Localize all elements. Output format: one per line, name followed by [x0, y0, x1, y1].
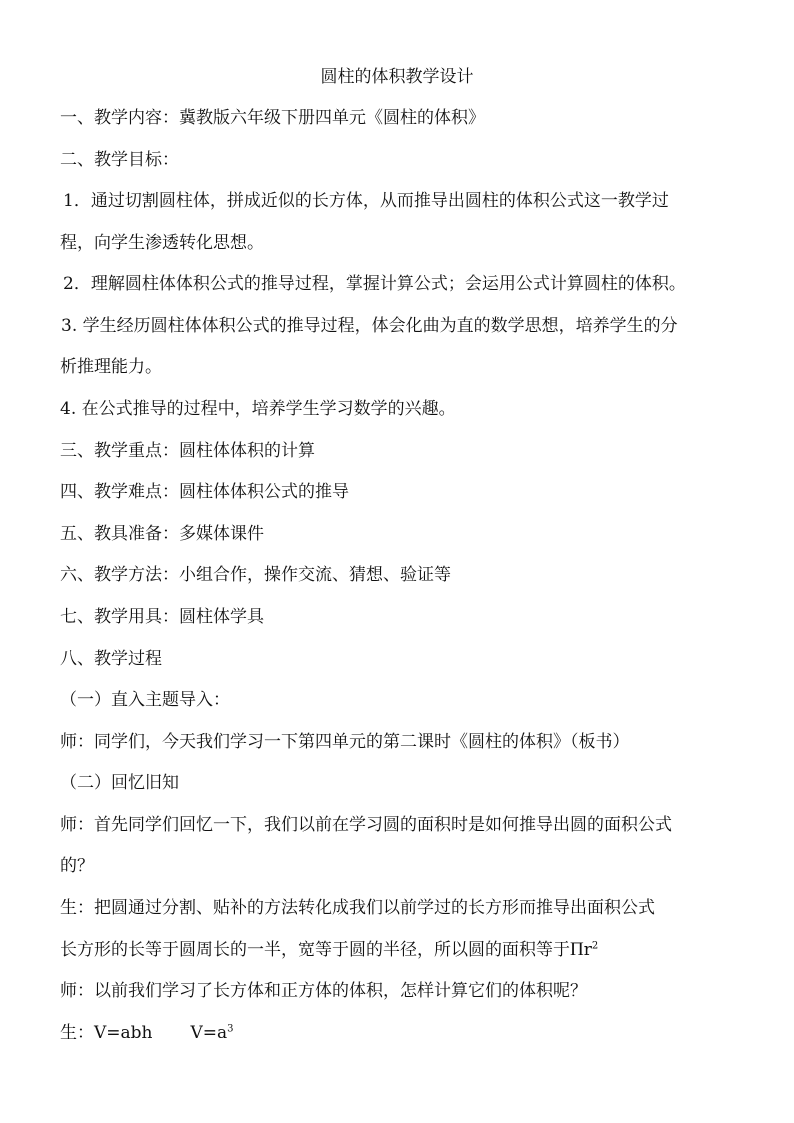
text-line-section-2: （二）回忆旧知: [60, 773, 179, 793]
text-line-teacher-2a: 师：首先同学们回忆一下，我们以前在学习圆的面积时是如何推导出圆的面积公式: [60, 815, 672, 835]
cuboid-volume-formula: V=abh: [94, 1023, 153, 1043]
text-line-goal-1a: 1．通过切割圆柱体，拼成近似的长方体，从而推导出圆柱的体积公式这一教学过: [63, 191, 669, 211]
square-exponent: 2: [591, 940, 599, 952]
text-line-student-1-cont: [60, 939, 598, 961]
text-line-section-1: （一）直入主题导入：: [60, 690, 230, 710]
text-line-difficulty: 四、教学难点：圆柱体体积公式的推导: [60, 482, 349, 502]
text-line-goal-1b: 程，向学生渗透转化思想。: [60, 233, 264, 253]
text-line-goals-heading: 二、教学目标：: [60, 150, 179, 170]
text-line-goal-3b: 析推理能力。: [60, 357, 162, 377]
text-line-goal-4: 4. 在公式推导的过程中，培养学生学习数学的兴趣。: [60, 399, 456, 419]
text-line-goal-2: 2．理解圆柱体体积公式的推导过程，掌握计算公式；会运用公式计算圆柱的体积。: [63, 274, 686, 294]
text-line-teacher-1: 师：同学们，今天我们学习一下第四单元的第二课时《圆柱的体积》（板书）: [60, 732, 630, 752]
text-line-process-heading: 八、教学过程: [60, 649, 162, 669]
text-line-teacher-2b: 的？: [60, 856, 94, 876]
radius-symbol: r: [583, 940, 592, 960]
text-line-tools: 七、教学用具：圆柱体学具: [60, 607, 264, 627]
text-line-goal-3a: 3. 学生经历圆柱体体积公式的推导过程，体会化曲为直的数学思想，培养学生的分: [61, 316, 678, 336]
text-line-student-2: [60, 1022, 234, 1044]
text-line-content: 一、教学内容：冀教版六年级下册四单元《圆柱的体积》: [60, 108, 485, 128]
text-line-teacher-3: 师：以前我们学习了长方体和正方体的体积，怎样计算它们的体积呢？: [60, 981, 587, 1001]
text-line-methods: 六、教学方法：小组合作，操作交流、猜想、验证等: [60, 565, 451, 585]
text-line-student-1: 生：把圆通过分割、贴补的方法转化成我们以前学过的长方形而推导出面积公式: [60, 898, 655, 918]
pi-symbol: Π: [570, 939, 584, 960]
cube-volume-formula: V=a: [190, 1023, 228, 1043]
text-line-key-point: 三、教学重点：圆柱体体积的计算: [60, 441, 315, 461]
cube-exponent: 3: [227, 1023, 234, 1035]
text-line-materials: 五、教具准备：多媒体课件: [60, 524, 264, 544]
student-prefix: 生：: [60, 1023, 94, 1043]
document-title: 圆柱的体积教学设计: [320, 67, 474, 87]
circle-area-text: 长方形的长等于圆周长的一半，宽等于圆的半径，所以圆的面积等于: [60, 940, 570, 960]
